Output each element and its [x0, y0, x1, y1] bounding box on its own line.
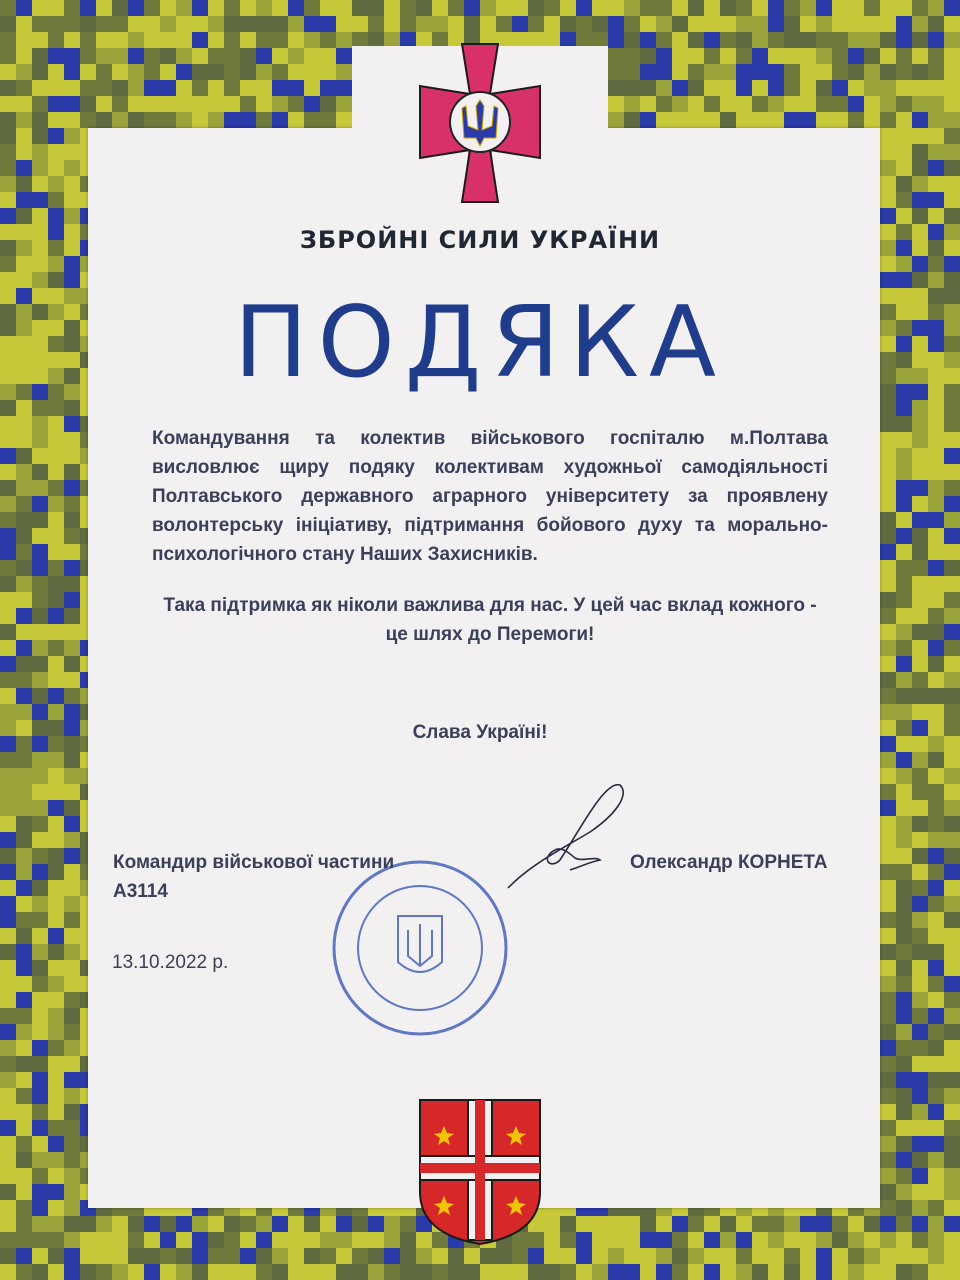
- page-title: ПОДЯКА: [233, 286, 727, 400]
- armed-forces-cross-icon: [392, 34, 568, 210]
- issue-date: 13.10.2022 р.: [112, 952, 229, 973]
- handwritten-signature: [500, 770, 670, 900]
- support-paragraph: Така підтримка як ніколи важлива для нас. У цей час вклад кожного - це шлях до Перемоги!: [163, 595, 817, 645]
- slogan: Слава Україні!: [412, 722, 548, 743]
- unit-shield-icon: [416, 1096, 544, 1246]
- gratitude-paragraph: Командування та колектив військового госпіталю м.Полтава висловлює щиру подяку колективам художньої самодіяльності Полтавського державного аграрного університету за проявлену волонтерську ініціативу, підтримання бойового духу та морально-психологічного стану Наших Захисників.: [152, 428, 828, 565]
- organization-name: ЗБРОЙНІ СИЛИ УКРАЇНИ: [299, 226, 661, 254]
- signatory-name: Олександр КОРНЕТА: [630, 852, 828, 873]
- signatory-role: Командир військової частини А3114: [113, 852, 395, 902]
